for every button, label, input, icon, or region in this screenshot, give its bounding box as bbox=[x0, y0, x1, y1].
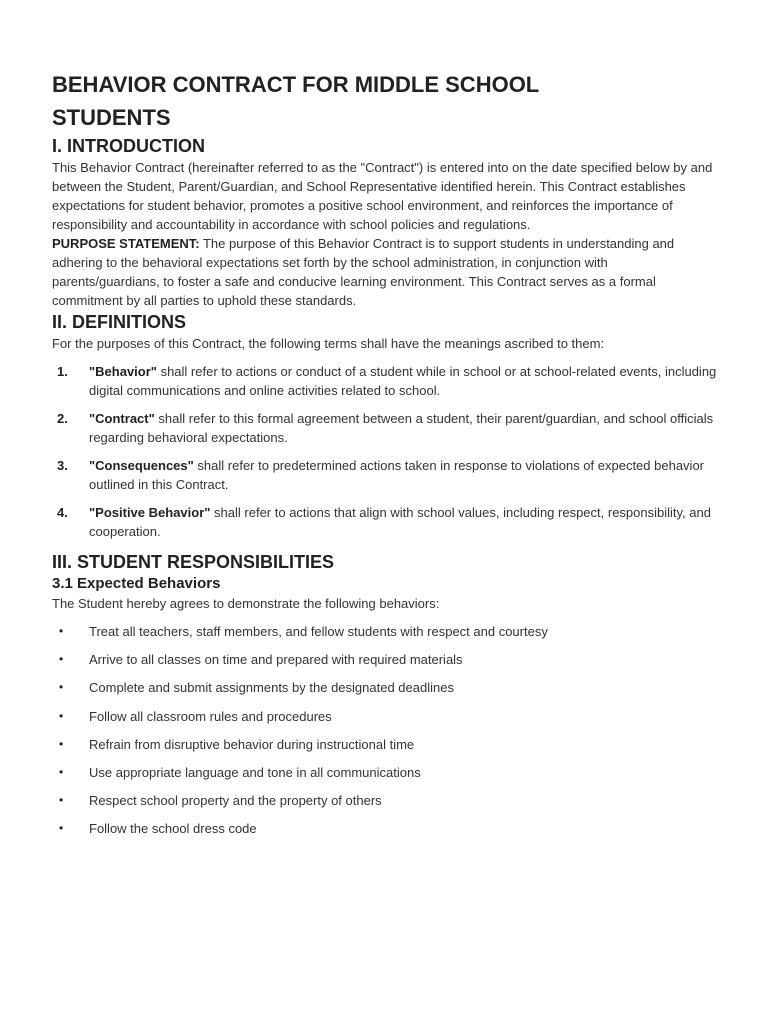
definition-text: shall refer to actions that align with school values, including respect, responsibility, and cooperation. bbox=[89, 505, 711, 539]
behavior-item bbox=[52, 622, 718, 641]
definition-item bbox=[52, 503, 718, 541]
section-heading-student-responsibilities: III. STUDENT RESPONSIBILITIES bbox=[52, 552, 335, 572]
definition-item bbox=[52, 456, 718, 494]
definitions-intro: For the purposes of this Contract, the following terms shall have the meanings ascribed to them: bbox=[52, 336, 605, 351]
definition-number: 3. bbox=[57, 458, 68, 473]
behavior-item bbox=[52, 735, 718, 754]
definition-text: shall refer to predetermined actions taken in response to violations of expected behavior outlined in this Contract. bbox=[89, 458, 704, 492]
behavior-item-text: Treat all teachers, staff members, and fellow students with respect and courtesy bbox=[89, 624, 548, 639]
purpose-statement-text: The purpose of this Behavior Contract is to support students in understanding and adhering to the behavioral expectations set forth by the school administration, in conjunction with parents/guardians, to foster a safe and conducive learning environment. This Contract serves as a formal commitment by all parties to uphold these standards. bbox=[52, 236, 675, 308]
definition-term: "Behavior" bbox=[89, 364, 157, 379]
behavior-item-text: Complete and submit assignments by the designated deadlines bbox=[89, 680, 454, 696]
bullet-icon: • bbox=[59, 680, 64, 695]
behavior-item bbox=[52, 707, 718, 726]
behavior-item bbox=[52, 791, 718, 810]
bullet-icon: • bbox=[59, 793, 64, 808]
bullet-icon: • bbox=[59, 708, 64, 723]
section-heading-definitions: II. DEFINITIONS bbox=[52, 312, 187, 332]
expected-behaviors-list bbox=[52, 622, 718, 838]
behavior-item-text: Respect school property and the property of others bbox=[89, 793, 382, 809]
purpose-statement-label: PURPOSE STATEMENT: bbox=[52, 236, 200, 251]
section-heading-introduction: I. INTRODUCTION bbox=[52, 136, 205, 156]
behavior-item bbox=[52, 763, 718, 782]
document-title: BEHAVIOR CONTRACT FOR MIDDLE SCHOOL STUDENTS bbox=[52, 72, 539, 130]
definition-term: "Contract" bbox=[89, 411, 155, 426]
purpose-statement bbox=[52, 234, 718, 310]
behavior-item-text: Arrive to all classes on time and prepared with required materials bbox=[89, 652, 463, 668]
definition-term: "Consequences" bbox=[89, 458, 194, 473]
definition-item bbox=[52, 362, 718, 400]
definition-text: shall refer to this formal agreement between a student, their parent/guardian, and school officials regarding behavioral expectations. bbox=[89, 411, 714, 445]
behavior-item bbox=[52, 650, 718, 669]
introduction-paragraph: This Behavior Contract (hereinafter referred to as the "Contract") is entered into on the date specified below by and between the Student, Parent/Guardian, and School Representative identified herein. This Contract establishes expectations for student behavior, promotes a positive school environment, and reinforces the importance of responsibility and accountability in accordance with school policies and regulations. bbox=[52, 160, 713, 232]
bullet-icon: • bbox=[59, 652, 64, 667]
definition-item bbox=[52, 409, 718, 447]
definition-number: 4. bbox=[57, 505, 68, 520]
definitions-list bbox=[52, 362, 718, 541]
definition-number: 1. bbox=[57, 364, 68, 379]
behavior-item-text: Follow all classroom rules and procedures bbox=[89, 708, 332, 724]
behavior-item-text: Follow the school dress code bbox=[89, 821, 257, 837]
bullet-icon: • bbox=[59, 624, 64, 638]
bullet-icon: • bbox=[59, 821, 64, 836]
behavior-item-text: Use appropriate language and tone in all communications bbox=[89, 764, 421, 780]
bullet-icon: • bbox=[59, 736, 64, 751]
behavior-item bbox=[52, 819, 718, 838]
definition-number: 2. bbox=[57, 411, 68, 426]
expected-behaviors-intro: The Student hereby agrees to demonstrate the following behaviors: bbox=[52, 596, 440, 611]
definition-text: shall refer to actions or conduct of a student while in school or at school-related events, including digital communications and online activities related to school. bbox=[89, 364, 717, 398]
subsection-heading-expected-behaviors: 3.1 Expected Behaviors bbox=[52, 575, 221, 592]
behavior-item bbox=[52, 678, 718, 697]
bullet-icon: • bbox=[59, 764, 64, 779]
behavior-item-text: Refrain from disruptive behavior during instructional time bbox=[89, 736, 415, 752]
definition-term: "Positive Behavior" bbox=[89, 505, 211, 520]
